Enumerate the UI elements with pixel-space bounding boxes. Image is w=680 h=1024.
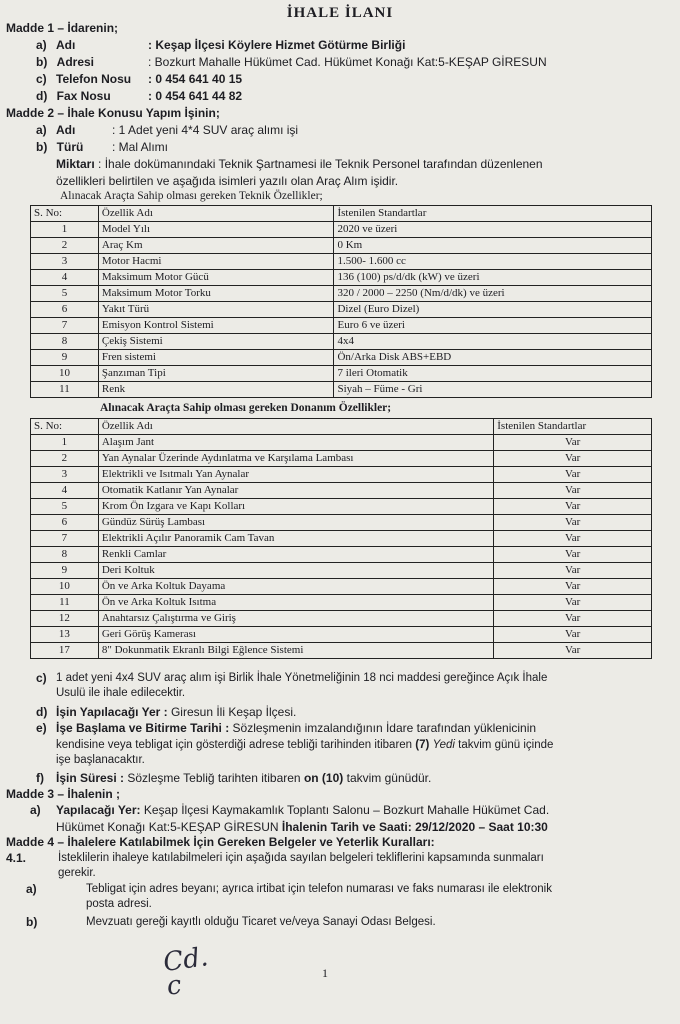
cell-ozellik: Emisyon Kontrol Sistemi [98,318,334,334]
madde2-miktari-line2: özellikleri belirtilen ve aşağıda isimleri yazılı olan Araç Alım işidir. [56,174,399,188]
cell-standart: Var [494,579,652,595]
cell-sno: 4 [31,483,99,499]
donanim-caption: Alınacak Araçta Sahip olması gereken Donanım Özellikler; [100,402,392,414]
cell-standart: Var [494,531,652,547]
cell-ozellik: Gündüz Sürüş Lambası [98,515,493,531]
cell-standart: Var [494,563,652,579]
row-label: Adresi [56,55,95,69]
madde3-letter: a) [30,803,41,817]
cell-standart: 1.500- 1.600 cc [334,254,652,270]
madde3-line1 [56,803,549,817]
madde1-value-fax: : 0 454 641 44 82 [148,89,243,103]
row-letter: a) [36,38,47,52]
madde2-heading: Madde 2 – İhale Konusu Yapım İşinin; [6,106,220,120]
item-e-line1 [56,721,536,735]
madde3-label: Yapılacağı Yer: [56,803,141,817]
table-row [31,238,652,254]
item-f-duration: on (10) [303,771,344,785]
table-row [31,643,652,659]
cell-ozellik: Ön ve Arka Koltuk Dayama [98,579,493,595]
row-letter: b) [36,55,48,69]
table-row [31,254,652,270]
header-standart: İstenilen Standartlar [334,206,652,222]
header-sno: S. No: [31,206,99,222]
cell-sno: 11 [31,595,99,611]
handwritten-signature: Cd. c [161,942,211,1002]
cell-standart: Ön/Arka Disk ABS+EBD [334,350,652,366]
madde1-row-adi [36,38,75,52]
cell-ozellik: Araç Km [98,238,334,254]
item-e-days-word: Yedi [432,739,455,751]
cell-standart: Var [494,611,652,627]
madde3-text1: Keşap İlçesi Kaymakamlık Toplantı Salonu – Bozkurt Mahalle Hükümet Cad. [143,803,550,817]
item-f-text: Sözleşme Tebliğ tarihten itibaren [127,771,301,785]
cell-ozellik: 8" Dokunmatik Ekranlı Bilgi Eğlence Sistemi [98,643,493,659]
row-label: Telefon Nosu [56,72,132,86]
cell-ozellik: Renk [98,382,334,398]
madde4-a-line2: posta adresi. [86,898,152,910]
cell-standart: 2020 ve üzeri [334,222,652,238]
item-d-line [56,705,296,719]
madde1-value-telefon: : 0 454 641 40 15 [148,72,243,86]
item-f-line [56,771,431,785]
cell-sno: 4 [31,270,99,286]
row-letter: d) [36,89,48,103]
row-label: Türü [56,140,84,154]
cell-standart: 0 Km [334,238,652,254]
cell-standart: Var [494,483,652,499]
item-e-text2-end: takvim günü içinde [458,739,554,751]
item-f-label: İşin Süresi : [56,771,125,785]
madde1-value-adi: : Keşap İlçesi Köylere Hizmet Götürme Birliği [148,38,406,52]
table-row [31,334,652,350]
madde4-num: 4.1. [6,851,27,865]
cell-sno: 17 [31,643,99,659]
table-row [31,547,652,563]
cell-standart: Euro 6 ve üzeri [334,318,652,334]
cell-sno: 2 [31,451,99,467]
table-row [31,531,652,547]
cell-ozellik: Maksimum Motor Gücü [98,270,334,286]
table-row [31,350,652,366]
cell-ozellik: Otomatik Katlanır Yan Aynalar [98,483,493,499]
madde1-heading: Madde 1 – İdarenin; [6,21,119,35]
cell-ozellik: Yan Aynalar Üzerinde Aydınlatma ve Karşılama Lambası [98,451,493,467]
madde1-row-telefon [36,72,131,86]
cell-ozellik: Şanzıman Tipi [98,366,334,382]
cell-ozellik: Model Yılı [98,222,334,238]
cell-sno: 6 [31,302,99,318]
madde1-value-adres: : Bozkurt Mahalle Hükümet Cad. Hükümet Konağı Kat:5-KEŞAP GİRESUN [148,55,547,69]
cell-sno: 7 [31,318,99,334]
madde1-row-fax [36,89,111,103]
cell-ozellik: Alaşım Jant [98,435,493,451]
header-ozellik: Özellik Adı [98,206,334,222]
table-row [31,563,652,579]
row-label: Fax Nosu [56,89,111,103]
item-d-value: Giresun İli Keşap İlçesi. [170,705,297,719]
document-title: İHALE İLANI [286,5,394,21]
madde3-text2: Hükümet Konağı Kat:5-KEŞAP GİRESUN [56,820,279,834]
madde4-b-line: Mevzuatı gereği kayıtlı olduğu Ticaret ve/veya Sanayi Odası Belgesi. [86,916,436,928]
item-c-letter: c) [36,671,47,685]
cell-sno: 1 [31,435,99,451]
item-c-line2: Usulü ile ihale edilecektir. [56,687,186,699]
header-ozellik: Özellik Adı [98,419,493,435]
cell-standart: 320 / 2000 – 2250 (Nm/d/dk) ve üzeri [334,286,652,302]
table-row [31,499,652,515]
row-letter: a) [36,123,47,137]
item-d-label: İşin Yapılacağı Yer : [56,705,168,719]
table-row [31,270,652,286]
cell-sno: 13 [31,627,99,643]
table-header-row [31,419,652,435]
table-row [31,467,652,483]
cell-standart: Var [494,451,652,467]
cell-sno: 1 [31,222,99,238]
madde2-value-adi: : 1 Adet yeni 4*4 SUV araç alımı işi [112,123,299,137]
cell-sno: 9 [31,563,99,579]
cell-standart: Var [494,547,652,563]
item-e-letter: e) [36,721,47,735]
cell-sno: 12 [31,611,99,627]
madde3-heading: Madde 3 – İhalenin ; [6,787,121,801]
item-e-text1: Sözleşmenin imzalandığının İdare tarafından yüklenicinin [232,721,537,735]
cell-sno: 10 [31,366,99,382]
table-row [31,222,652,238]
header-sno: S. No: [31,419,99,435]
madde1-row-adres [36,55,94,69]
item-c-line1: 1 adet yeni 4x4 SUV araç alım işi Birlik İhale Yönetmeliğinin 18 nci maddesi gereğince Açık İhale [56,672,548,684]
cell-sno: 5 [31,286,99,302]
cell-sno: 2 [31,238,99,254]
cell-sno: 5 [31,499,99,515]
madde2-row-adi [36,123,75,137]
cell-ozellik: Fren sistemi [98,350,334,366]
cell-ozellik: Ön ve Arka Koltuk Isıtma [98,595,493,611]
cell-standart: Var [494,467,652,483]
donanim-table [30,418,652,659]
item-e-line3: işe başlanacaktır. [56,754,145,766]
cell-sno: 3 [31,254,99,270]
cell-ozellik: Motor Hacmi [98,254,334,270]
row-label: Adı [56,38,76,52]
cell-standart: Var [494,627,652,643]
cell-sno: 6 [31,515,99,531]
cell-ozellik: Krom Ön Izgara ve Kapı Kolları [98,499,493,515]
cell-sno: 8 [31,547,99,563]
madde2-row-turu [36,140,83,154]
cell-sno: 11 [31,382,99,398]
table-row [31,483,652,499]
cell-standart: Var [494,435,652,451]
cell-sno: 9 [31,350,99,366]
cell-ozellik: Elektrikli Açılır Panoramik Cam Tavan [98,531,493,547]
teknik-caption: Alınacak Araçta Sahip olması gereken Teknik Özellikler; [60,190,323,202]
item-e-text2: kendisine veya tebligat için gösterdiği adrese tebliği tarihinden itibaren [56,739,413,751]
header-standart: İstenilen Standartlar [494,419,652,435]
table-row [31,318,652,334]
table-row [31,366,652,382]
item-e-line2 [56,738,553,752]
table-row [31,595,652,611]
madde3-line2 [56,820,548,834]
cell-sno: 8 [31,334,99,350]
cell-ozellik: Deri Koltuk [98,563,493,579]
madde4-line1: İsteklilerin ihaleye katılabilmeleri için aşağıda sayılan belgeleri tekliflerini kapsamında sunmaları [58,852,544,864]
cell-sno: 7 [31,531,99,547]
miktari-label: Miktarı [56,157,95,171]
table-row [31,515,652,531]
table-row [31,579,652,595]
table-header-row [31,206,652,222]
table-row [31,451,652,467]
cell-ozellik: Yakıt Türü [98,302,334,318]
cell-ozellik: Geri Görüş Kamerası [98,627,493,643]
cell-ozellik: Anahtarsız Çalıştırma ve Giriş [98,611,493,627]
madde3-date-label: İhalenin Tarih ve Saati: [281,820,412,834]
madde4-line2: gerekir. [58,867,96,879]
madde2-value-turu: : Mal Alımı [112,140,169,154]
table-row [31,627,652,643]
table-row [31,286,652,302]
cell-ozellik: Elektrikli ve Isıtmalı Yan Aynalar [98,467,493,483]
page-number: 1 [322,966,328,980]
table-row [31,302,652,318]
item-f-text-end: takvim günüdür. [346,771,432,785]
cell-standart: Var [494,515,652,531]
cell-sno: 10 [31,579,99,595]
item-e-days: (7) [415,739,430,751]
cell-standart: 4x4 [334,334,652,350]
item-d-letter: d) [36,705,48,719]
madde4-heading: Madde 4 – İhalelere Katılabilmek İçin Gereken Belgeler ve Yeterlik Kuralları: [6,835,435,849]
cell-ozellik: Maksimum Motor Torku [98,286,334,302]
cell-standart: Var [494,643,652,659]
cell-standart: 7 ileri Otomatik [334,366,652,382]
cell-standart: Var [494,499,652,515]
madde4-a-letter: a) [26,882,37,896]
row-label: Adı [56,123,76,137]
cell-ozellik: Çekiş Sistemi [98,334,334,350]
row-letter: c) [36,72,47,86]
cell-standart: 136 (100) ps/d/dk (kW) ve üzeri [334,270,652,286]
teknik-table [30,205,652,398]
madde4-a-line1: Tebligat için adres beyanı; ayrıca irtibat için telefon numarası ve faks numarası ile elektronik [86,883,552,895]
row-letter: b) [36,140,48,154]
cell-standart: Dizel (Euro Dizel) [334,302,652,318]
madde4-b-letter: b) [26,915,38,929]
cell-standart: Siyah – Füme - Gri [334,382,652,398]
table-row [31,611,652,627]
cell-ozellik: Renkli Camlar [98,547,493,563]
item-e-label: İşe Başlama ve Bitirme Tarihi : [56,721,230,735]
item-f-letter: f) [36,771,44,785]
cell-standart: Var [494,595,652,611]
cell-sno: 3 [31,467,99,483]
table-row [31,382,652,398]
madde2-miktari-line1 [56,157,543,171]
miktari-text: : İhale dokümanındaki Teknik Şartnamesi ile Teknik Personel tarafından düzenlenen [98,157,543,171]
madde3-date-value: 29/12/2020 – Saat 10:30 [415,820,548,834]
table-row [31,435,652,451]
